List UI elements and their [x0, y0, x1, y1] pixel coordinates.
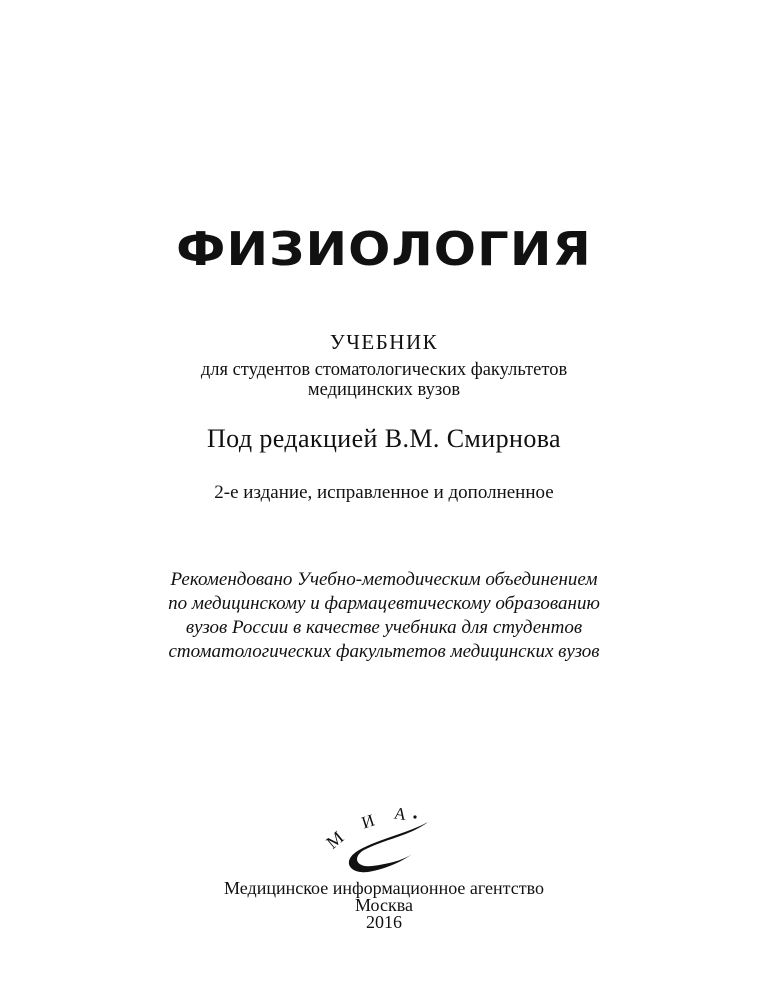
publisher-name: Медицинское информационное агентство	[224, 878, 544, 898]
book-kind: УЧЕБНИК	[329, 330, 439, 354]
edition-line: 2-е издание, исправленное и дополненное	[214, 482, 554, 503]
publisher-logo-icon	[322, 800, 432, 880]
subtitle-line-2: медицинских вузов	[307, 380, 461, 400]
recommendation-line-3: вузов России в качестве учебника для студентов	[185, 617, 583, 638]
recommendation-line-4: стоматологических факультетов медицинских вузов	[168, 641, 600, 662]
svg-text:А: А	[392, 803, 408, 825]
editor-line: Под редакцией В.М. Смирнова	[207, 424, 561, 453]
publication-year: 2016	[366, 912, 402, 932]
svg-text:М: М	[322, 827, 348, 853]
subtitle-line-1: для студентов стоматологических факультетов	[200, 360, 568, 380]
publisher-city: Москва	[355, 895, 413, 915]
recommendation-line-1: Рекомендовано Учебно-методическим объединением	[170, 569, 598, 590]
recommendation-line-2: по медицинскому и фармацевтическому образованию	[168, 593, 600, 614]
svg-text:И: И	[359, 810, 377, 833]
book-title: ФИЗИОЛОГИЯ	[176, 222, 592, 276]
